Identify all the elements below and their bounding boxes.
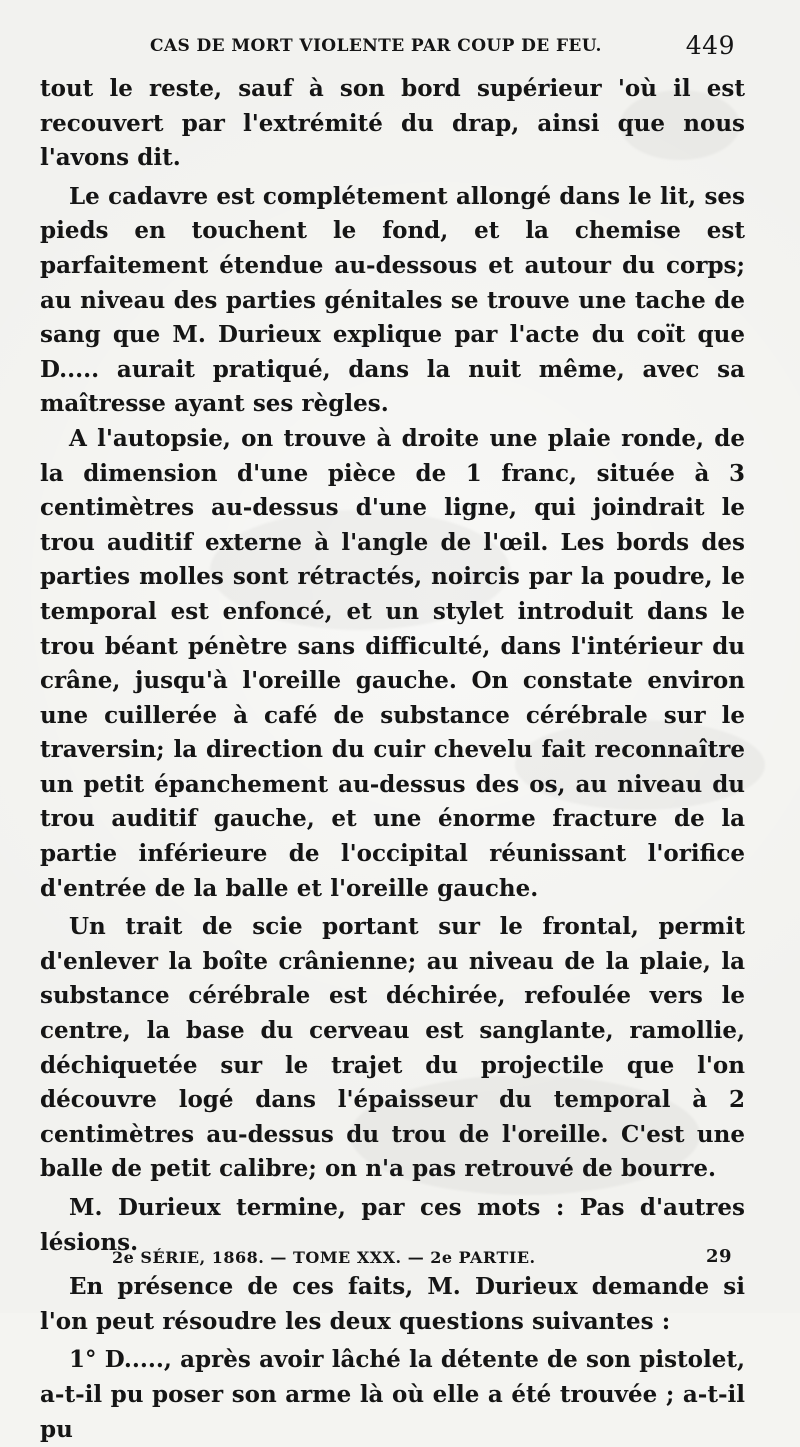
- series-volume-line: 2e SÉRIE, 1868. — TOME XXX. — 2e PARTIE.: [112, 1248, 536, 1267]
- page-body: [40, 72, 745, 1447]
- paragraph-body-position: Le cadavre est complétement allongé dans le lit, ses pieds en touchent le fond, et la chemise est parfaitement étendue au-dessous et autour du corps; au niveau des parties génitales se trouve une tache de sang que M. Durieux explique par l'acte du coït que D..... aurait pratiqué, dans la nuit même, avec sa maîtresse ayant ses règles.: [40, 182, 745, 418]
- paragraph-skull-examination: Un trait de scie portant sur le frontal, permit d'enlever la boîte crânienne; au niveau de la plaie, la substance cérébrale est déchirée, refoulée vers le centre, la base du cerveau est sanglante, ramollie, déchiquetée sur le trajet du projectile que l'on découvre logé dans l'épaisseur du temporal à 2 centimètres au-dessus du trou de l'oreille. C'est une balle de petit calibre; on n'a pas retrouvé de bourre.: [40, 913, 745, 1183]
- paragraph-questions-intro: En présence de ces faits, M. Durieux demande si l'on peut résoudre les deux questions suivantes :: [40, 1273, 745, 1335]
- paragraph-continued: tout le reste, sauf à son bord supérieur 'où il est recouvert par l'extrémité du drap, ainsi que nous l'avons dit.: [40, 75, 745, 172]
- paragraph-autopsy: A l'autopsie, on trouve à droite une plaie ronde, de la dimension d'une pièce de 1 franc, située à 3 centimètres au-dessus d'une ligne, qui joindrait le trou auditif externe à l'angle de l'œil. Les bords des parties molles sont rétractés, noircis par la poudre, le temporal est enfoncé, et un stylet introduit dans le trou béant pénètre sans difficulté, dans l'intérieur du crâne, jusqu'à l'oreille gauche. On constate environ une cuillerée à café de substance cérébrale sur le traversin; la direction du cuir chevelu fait reconnaître un petit épanchement au-dessus des os, au niveau du trou auditif gauche, et une énorme fracture de la partie inférieure de l'occipital réunissant l'orifice d'entrée de la balle et l'oreille gauche.: [40, 424, 745, 902]
- paragraph-no-other-lesions: M. Durieux termine, par ces mots : Pas d'autres lésions.: [40, 1194, 745, 1256]
- page-number: 449: [685, 31, 735, 60]
- signature-mark: 29: [705, 1246, 732, 1267]
- running-head: [150, 31, 735, 61]
- page-footer: [112, 1248, 732, 1272]
- running-title: CAS DE MORT VIOLENTE PAR COUP DE FEU.: [150, 36, 602, 56]
- paragraph-question-one: 1° D....., après avoir lâché la détente de son pistolet, a-t-il pu poser son arme là où elle a été trouvée ; a-t-il pu: [40, 1346, 745, 1443]
